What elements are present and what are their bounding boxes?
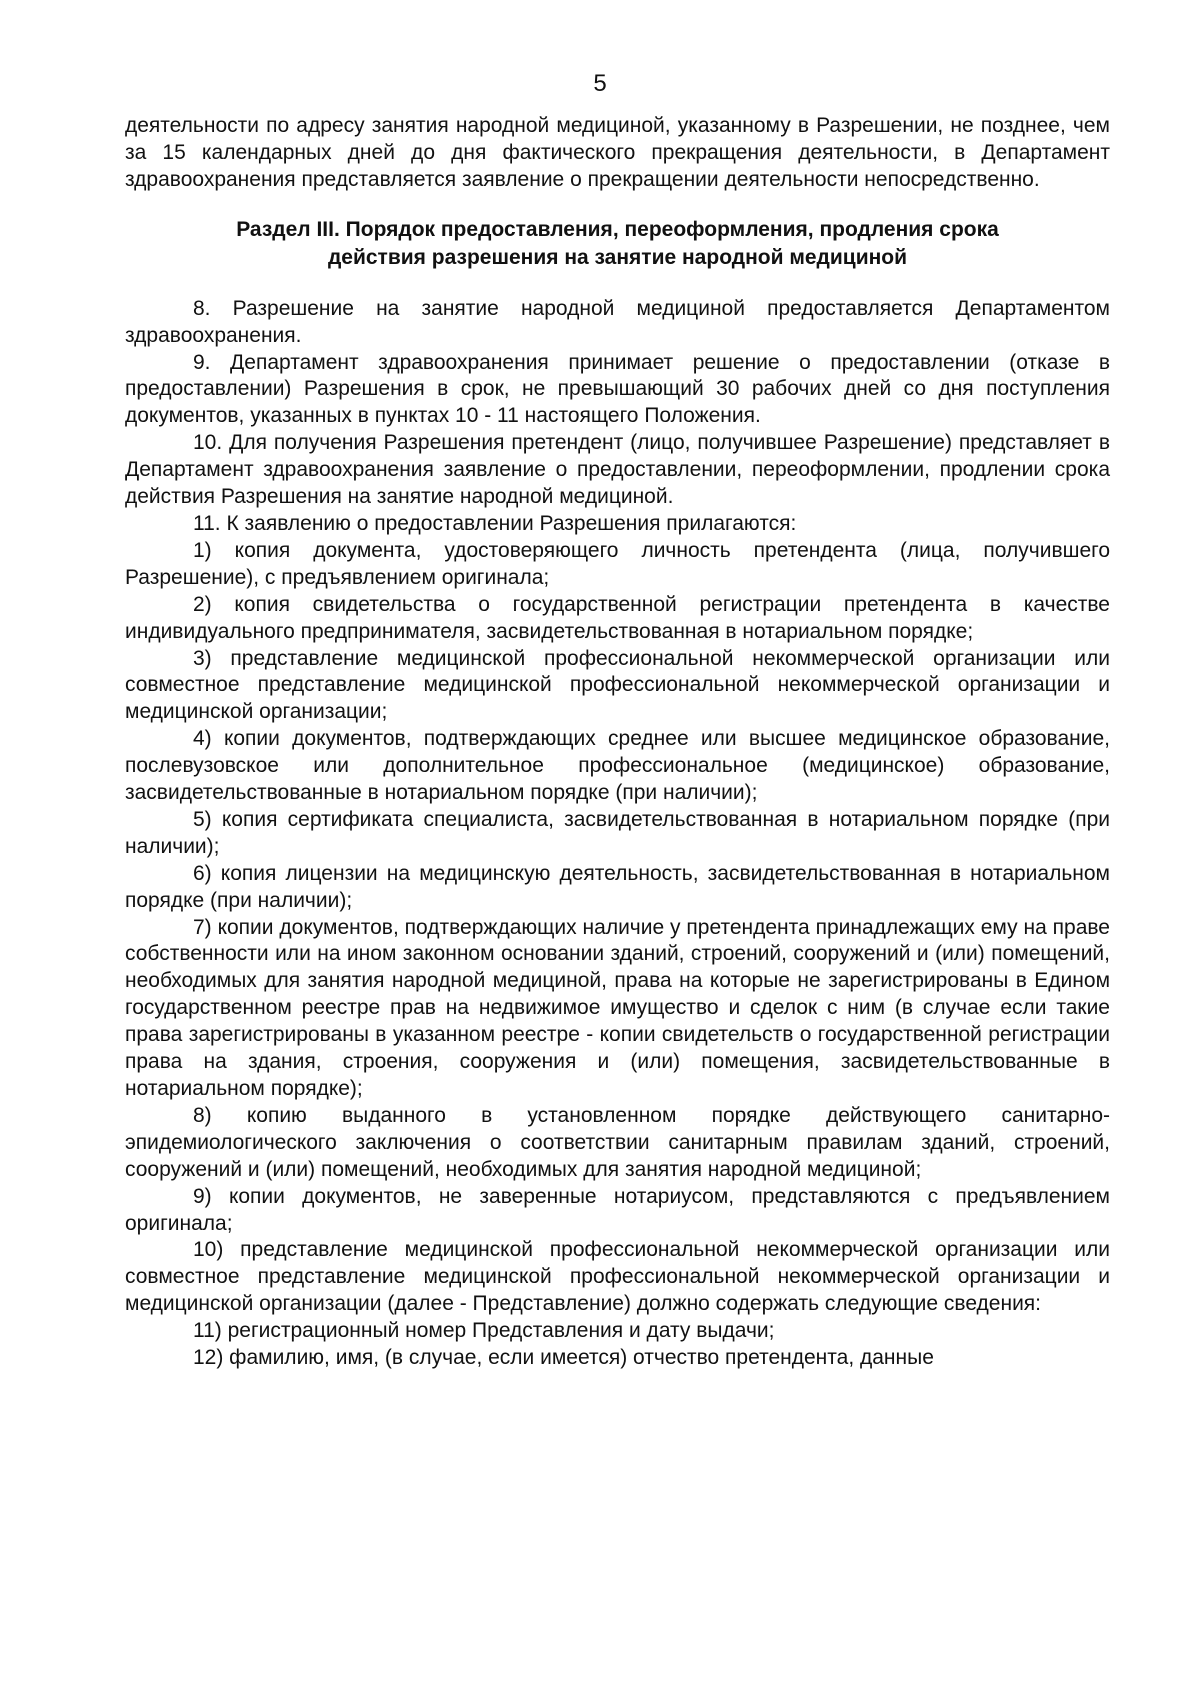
list-item-1: 1) копия документа, удостоверяющего личность претендента (лица, получившего Разрешение), с предъявлением оригинала; (125, 538, 1110, 589)
list-item-4: 4) копии документов, подтверждающих среднее или высшее медицинское образование, послевузовское или дополнительное профессиональное (медицинское) образование, засвидетельствованные в нотариальном порядке (при наличии); (125, 727, 1110, 805)
list-item-9: 9) копии документов, не заверенные нотариусом, представляются с предъявлением оригинала; (125, 1184, 1110, 1235)
paragraph-10: 10. Для получения Разрешения претендент (лицо, получившее Разрешение) представляет в Департамент здравоохранения заявление о предоставлении, переоформлении, продлении срока действия Разрешения на занятие народной медициной. (125, 431, 1110, 509)
list-item-7: 7) копии документов, подтверждающих наличие у претендента принадлежащих ему на праве собственности или на ином законном основании зданий, строений, сооружений и (или) помещений, необходимых для занятия народной медициной, права на которые не зарегистрированы в Едином государственном реестре прав на недвижимое имущество и сделок с ним (в случае если такие права зарегистрированы в указанном реестре - копии свидетельств о государственной регистрации права на здания, строения, сооружения и (или) помещения, засвидетельствованные в нотариальном порядке); (125, 915, 1110, 1100)
paragraph-9: 9. Департамент здравоохранения принимает решение о предоставлении (отказе в предоставлении) Разрешения в срок, не превышающий 30 рабочих дней со дня поступления документов, указанных в пунктах 10 - 11 настоящего Положения. (125, 350, 1110, 428)
list-item-6: 6) копия лицензии на медицинскую деятельность, засвидетельствованная в нотариальном порядке (при наличии); (125, 861, 1110, 912)
list-item-2: 2) копия свидетельства о государственной регистрации претендента в качестве индивидуального предпринимателя, засвидетельствованная в нотариальном порядке; (125, 592, 1110, 643)
paragraph-8: 8. Разрешение на занятие народной медициной предоставляется Департаментом здравоохранения. (125, 296, 1110, 347)
list-item-8: 8) копию выданного в установленном порядке действующего санитарно-эпидемиологического заключения о соответствии санитарным правилам зданий, строений, сооружений и (или) помещений, необходимых для занятия народной медициной; (125, 1103, 1110, 1181)
paragraph-11: 11. К заявлению о предоставлении Разрешения прилагаются: (193, 511, 797, 535)
list-item-10: 10) представление медицинской профессиональной некоммерческой организации или совместное представление медицинской профессиональной некоммерческой организации и медицинской организации (далее - Представление) должно содержать следующие сведения: (125, 1238, 1110, 1316)
intro-paragraph: деятельности по адресу занятия народной медициной, указанному в Разрешении, не позднее, чем за 15 календарных дней до дня фактического прекращения деятельности, в Департамент здравоохранения представляется заявление о прекращении деятельности непосредственно. (125, 114, 1110, 191)
list-item-3: 3) представление медицинской профессиональной некоммерческой организации или совместное представление медицинской профессиональной некоммерческой организации и медицинской организации; (125, 646, 1110, 724)
section-title-line-2: действия разрешения на занятие народной медициной (327, 245, 908, 269)
page-number: 5 (593, 70, 607, 97)
list-item-12: 12) фамилию, имя, (в случае, если имеется) отчество претендента, данные (193, 1346, 934, 1370)
list-item-11: 11) регистрационный номер Представления и дату выдачи; (193, 1319, 775, 1343)
section-title-line-1: Раздел III. Порядок предоставления, переоформления, продления срока (236, 217, 999, 241)
list-item-5: 5) копия сертификата специалиста, засвидетельствованная в нотариальном порядке (при наличии); (125, 807, 1110, 858)
document-body (125, 113, 1110, 1372)
section-heading (125, 216, 1110, 272)
